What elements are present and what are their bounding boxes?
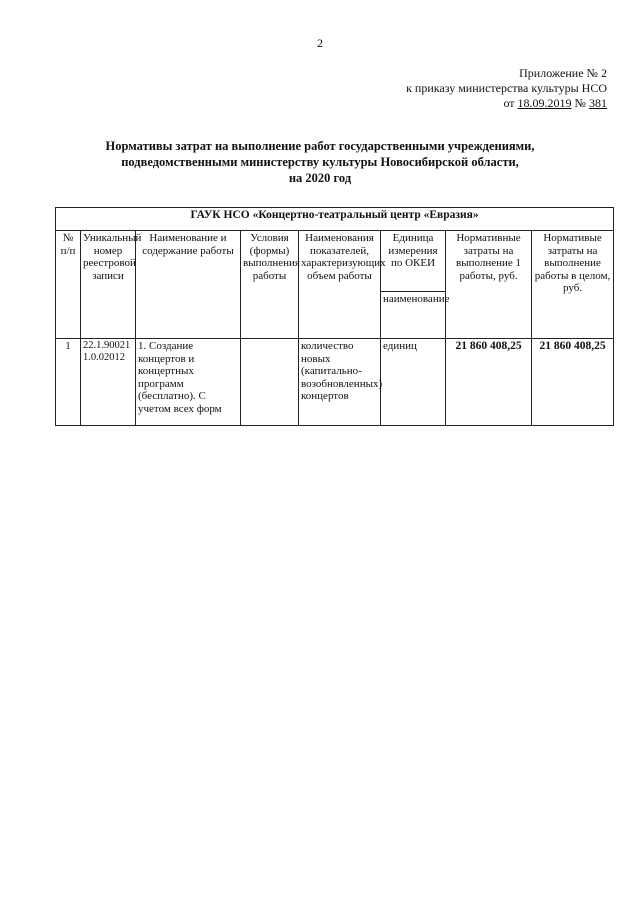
header-indicator: Наименования показателей, характеризующих объем работы	[299, 231, 381, 339]
appendix-line-3	[406, 96, 607, 111]
cell-conditions	[241, 339, 299, 426]
header-conditions: Условия (формы) выполнения работы	[241, 231, 299, 339]
cell-unique-number: 22.1.900211.0.02012	[81, 339, 136, 426]
cell-per-unit-cost: 21 860 408,25	[446, 339, 532, 426]
organization-row	[56, 208, 614, 231]
date-prefix: от	[503, 96, 518, 110]
header-per-unit-cost: Нормативные затраты на выполнение 1 работы, руб.	[446, 231, 532, 339]
header-unique-number: Уникальный номер реестровой записи	[81, 231, 136, 339]
header-unit: Единица измерения по ОКЕИ	[381, 231, 446, 292]
page-number: 2	[317, 36, 323, 50]
cell-unit: единиц	[381, 339, 446, 426]
organization-name: ГАУК НСО «Концертно-театральный центр «Евразия»	[56, 208, 614, 231]
document-title	[40, 138, 600, 186]
appendix-block	[406, 66, 607, 111]
title-line-3: на 2020 год	[288, 171, 352, 185]
cell-work-name: 1. Создание концертов и концертных программ (бесплатно). С учетом всех форм	[136, 339, 241, 426]
norms-table	[55, 207, 614, 426]
header-unit-name: наименование	[381, 292, 446, 339]
cell-num: 1	[56, 339, 81, 426]
order-number: 381	[589, 96, 607, 110]
appendix-line-2: к приказу министерства культуры НСО	[406, 81, 607, 95]
header-num: № п/п	[56, 231, 81, 339]
title-line-1: Нормативы затрат на выполнение работ государственными учреждениями,	[105, 139, 535, 153]
cell-indicator: количество новых (капитально-возобновленных) концертов	[299, 339, 381, 426]
number-prefix: №	[571, 96, 589, 110]
table-row	[56, 339, 614, 426]
title-line-2: подведомственными министерству культуры Новосибирской области,	[121, 155, 519, 169]
cell-total-cost: 21 860 408,25	[532, 339, 614, 426]
header-work-name: Наименование и содержание работы	[136, 231, 241, 339]
header-total-cost: Нормативые затраты на выполнение работы в целом, руб.	[532, 231, 614, 339]
header-row	[56, 231, 614, 292]
appendix-line-1: Приложение № 2	[519, 66, 607, 80]
order-date: 18.09.2019	[517, 96, 572, 110]
